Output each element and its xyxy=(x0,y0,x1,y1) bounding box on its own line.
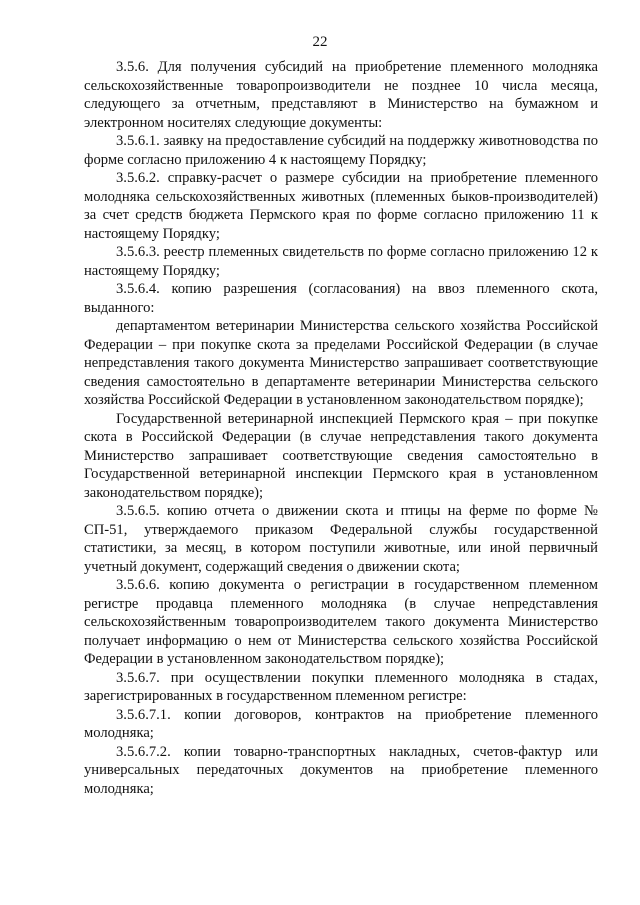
paragraph: 3.5.6.3. реестр племенных свидетельств по форме согласно приложению 12 к настоящему Порядку; xyxy=(84,244,598,279)
paragraph: 3.5.6.7.2. копии товарно-транспортных накладных, счетов-фактур или универсальных передаточных документов на приобретение племенного молодняка; xyxy=(84,743,598,797)
paragraph: 3.5.6.6. копию документа о регистрации в государственном племенном регистре продавца племенного молодняка (в случае непредставления сельскохозяйственным товаропроизводителем такого документа Министерство получает информацию о нем от Министерства сельского хозяйства Российской Федерации в установленном законодательством порядке); xyxy=(84,577,598,667)
page-number: 22 xyxy=(312,34,328,50)
paragraph: 3.5.6.2. справку-расчет о размере субсидии на приобретение племенного молодняка сельскохозяйственных животных (племенных быков-производителей) за счет средств бюджета Пермского края по форме согласно приложению 11 к настоящему Порядку; xyxy=(84,170,598,242)
paragraph: 3.5.6.7. при осуществлении покупки племенного молодняка в стадах, зарегистрированных в государственном племенном регистре: xyxy=(84,669,598,704)
paragraph: 3.5.6.7.1. копии договоров, контрактов на приобретение племенного молодняка; xyxy=(84,706,598,741)
document-body xyxy=(84,58,598,798)
paragraph: 3.5.6.4. копию разрешения (согласования) на ввоз племенного скота, выданного: xyxy=(84,281,598,316)
paragraph: 3.5.6. Для получения субсидий на приобретение племенного молодняка сельскохозяйственные товаропроизводители не позднее 10 числа месяца, следующего за отчетным, представляют в Министерство на бумажном и электронном носителях следующие документы: xyxy=(84,59,598,131)
paragraph: Государственной ветеринарной инспекцией Пермского края – при покупке скота в Российской Федерации (в случае непредставления такого документа Министерство запрашивает соответствующие сведения самостоятельно в Государственной ветеринарной инспекции Пермского края в установленном законодательством порядке); xyxy=(84,410,598,501)
paragraph: департаментом ветеринарии Министерства сельского хозяйства Российской Федерации – при покупке скота за пределами Российской Федерации (в случае непредставления такого документа Министерство запрашивает соответствующие сведения самостоятельно в департаменте ветеринарии Министерства сельского хозяйства Российской Федерации в установленном законодательством порядке); xyxy=(84,318,598,408)
paragraph: 3.5.6.1. заявку на предоставление субсидий на поддержку животноводства по форме согласно приложению 4 к настоящему Порядку; xyxy=(84,133,598,168)
paragraph: 3.5.6.5. копию отчета о движении скота и птицы на ферме по форме № СП-51, утверждаемого приказом Федеральной службы государственной статистики, за месяц, в котором поступили животные, или иной первичный учетный документ, содержащий сведения о движении скота; xyxy=(84,503,598,575)
